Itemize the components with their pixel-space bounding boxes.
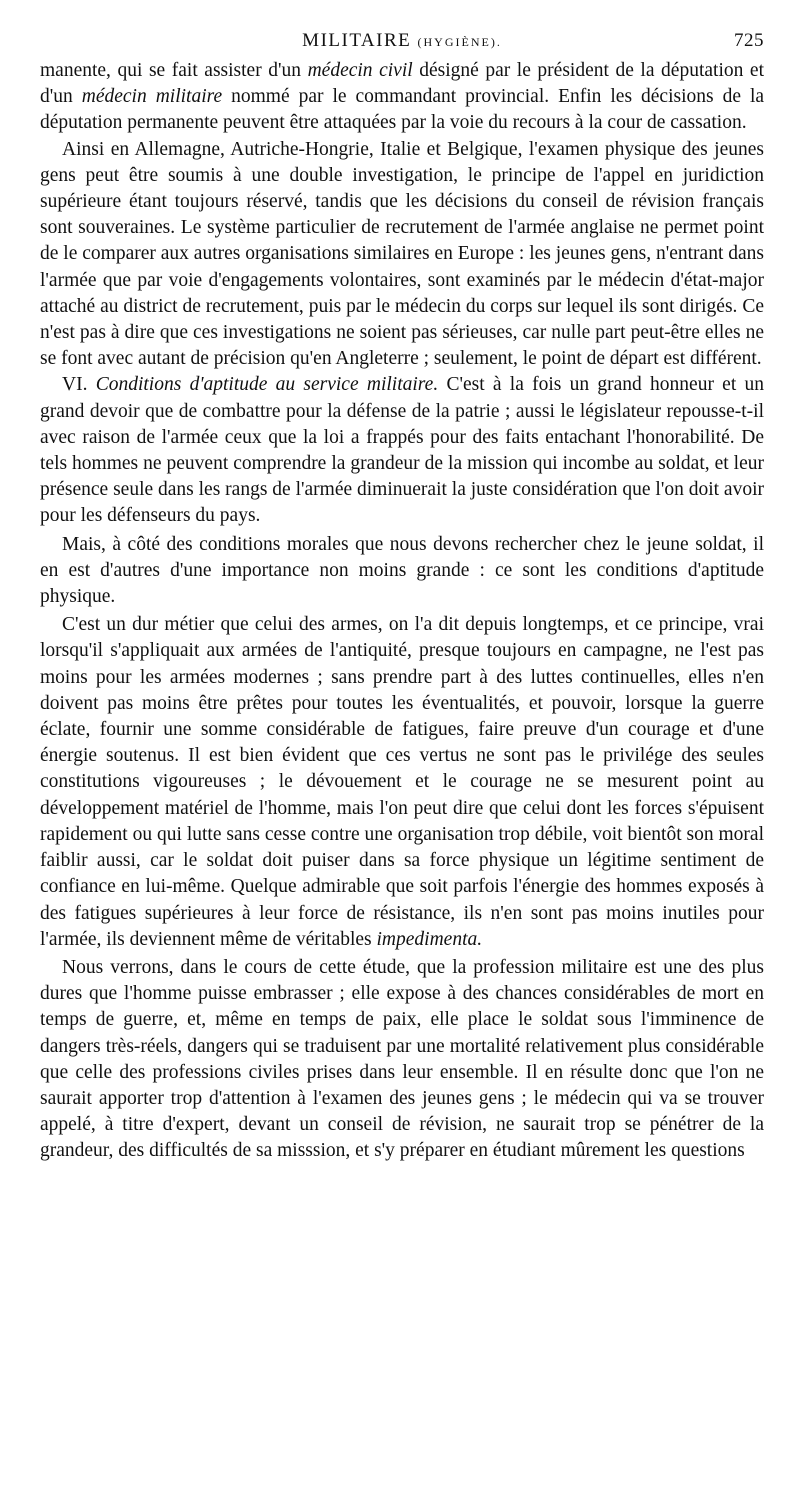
text-run: nommé par le commandant provincial. Enfin les décisions de la députation permanente peuvent être attaquées par la voie du recours à la cour de cassation. bbox=[40, 86, 765, 134]
paragraph bbox=[40, 955, 764, 1165]
paragraph bbox=[40, 137, 764, 373]
text-run: Mais, à côté des conditions morales que nous devons rechercher chez le jeune soldat, il en est d'autres d'une importance non moins grande : ce sont les conditions d'aptitude physique. bbox=[40, 533, 764, 608]
running-title bbox=[40, 30, 764, 52]
running-title-sub: (HYGIÈNE). bbox=[417, 35, 502, 49]
section-paragraph-vi bbox=[40, 372, 764, 529]
italic-text: impedimenta. bbox=[376, 928, 483, 950]
text-run: C'est à la fois un grand honneur et un grand devoir que de combattre pour la défense de la patrie ; aussi le législateur repousse-t-il avec raison de l'armée ceux que la loi a frappés pour des faits entachant l'honorabilité. De tels hommes ne peuvent comprendre la grandeur de la mission qui incombe au soldat, et leur présence seule dans les rangs de l'armée diminuerait la juste considération que l'on doit avoir pour les défenseurs du pays. bbox=[40, 374, 765, 527]
running-title-main: MILITAIRE bbox=[302, 30, 412, 51]
italic-text: Conditions d'aptitude au service militaire. bbox=[95, 374, 439, 396]
paragraph-continued bbox=[40, 58, 764, 137]
running-head bbox=[40, 28, 764, 58]
text-run: C'est un dur métier que celui des armes, on l'a dit depuis longtemps, et ce principe, vrai lorsqu'il s'appliquait aux armées de l'antiquité, presque toujours en campagne, ne l'est pas moins pour les armées modernes ; sans prendre part à des luttes continuelles, elles n'en doivent pas moins être prêtes pour toutes les éventualités, et pouvoir, lorsque la guerre éclate, fournir une somme considérable de fatigues, faire preuve d'un courage et d'une énergie soutenus. Il est bien évident que ces vertus ne sont pas le privilége des seules constitutions vigoureuses ; le dévouement et le courage ne se mesurent point au développement matériel de l'homme, mais l'on peut dire que celui dont les forces s'épuisent rapidement ou qui lutte sans cesse contre une organisation trop débile, voit bientôt son moral faiblir aussi, car le soldat doit puiser dans sa force physique un légitime sentiment de confiance en lui-même. Quelque admirable que soit parfois l'énergie des hommes exposés à des fatigues supérieures à leur force de résistance, ils n'en sont pas moins inutiles pour l'armée, ils deviennent même de véritables bbox=[40, 614, 764, 950]
italic-text: médecin militaire bbox=[81, 86, 223, 108]
italic-text: médecin civil bbox=[307, 60, 413, 81]
page-number: 725 bbox=[734, 30, 764, 51]
paragraph bbox=[40, 532, 764, 611]
text-run: Nous verrons, dans le cours de cette étude, que la profession militaire est une des plus dures que l'homme puisse embrasser ; elle expose à des chances considérables de mort en temps de guerre, et, même en temps de paix, elle place le soldat sous l'imminence de dangers très-réels, dangers qui se traduisent par une mortalité relativement plus considérable que celle des professions civiles prises dans leur ensemble. Il en résulte donc que l'on ne saurait apporter trop d'attention à l'examen des jeunes gens ; le médecin qui va se trouver appelé, à titre d'expert, devant un conseil de révision, ne saurait trop se pénétrer de la grandeur, des difficultés de sa misssion, et s'y préparer en étudiant mûrement les questions bbox=[40, 956, 764, 1162]
body-text bbox=[40, 58, 764, 1165]
text-run: Ainsi en Allemagne, Autriche-Hongrie, Italie et Belgique, l'examen physique des jeunes gens peut être soumis à une double investigation, le principe de l'appel en juridiction supérieure étant toujours réservé, tandis que les décisions du conseil de révision français sont souveraines. Le système particulier de recrutement de l'armée anglaise ne permet point de le comparer aux autres organisations similaires en Europe : les jeunes gens, n'entrant dans l'armée que par voie d'engagements volontaires, sont examinés par le médecin d'état-major attaché au district de recrutement, puis par le médecin du corps sur lequel ils sont dirigés. Ce n'est pas à dire que ces investigations ne soient pas sérieuses, car nulle part peut-être elles ne se font avec autant de précision qu'en Angleterre ; seulement, le point de départ est différent. bbox=[40, 138, 764, 370]
page bbox=[40, 28, 764, 1165]
text-run: VI. bbox=[62, 374, 96, 396]
text-run: désigné par le président de la députation et d'un bbox=[40, 60, 764, 108]
text-run: manente, qui se fait assister d'un bbox=[40, 60, 308, 81]
paragraph bbox=[40, 612, 764, 953]
